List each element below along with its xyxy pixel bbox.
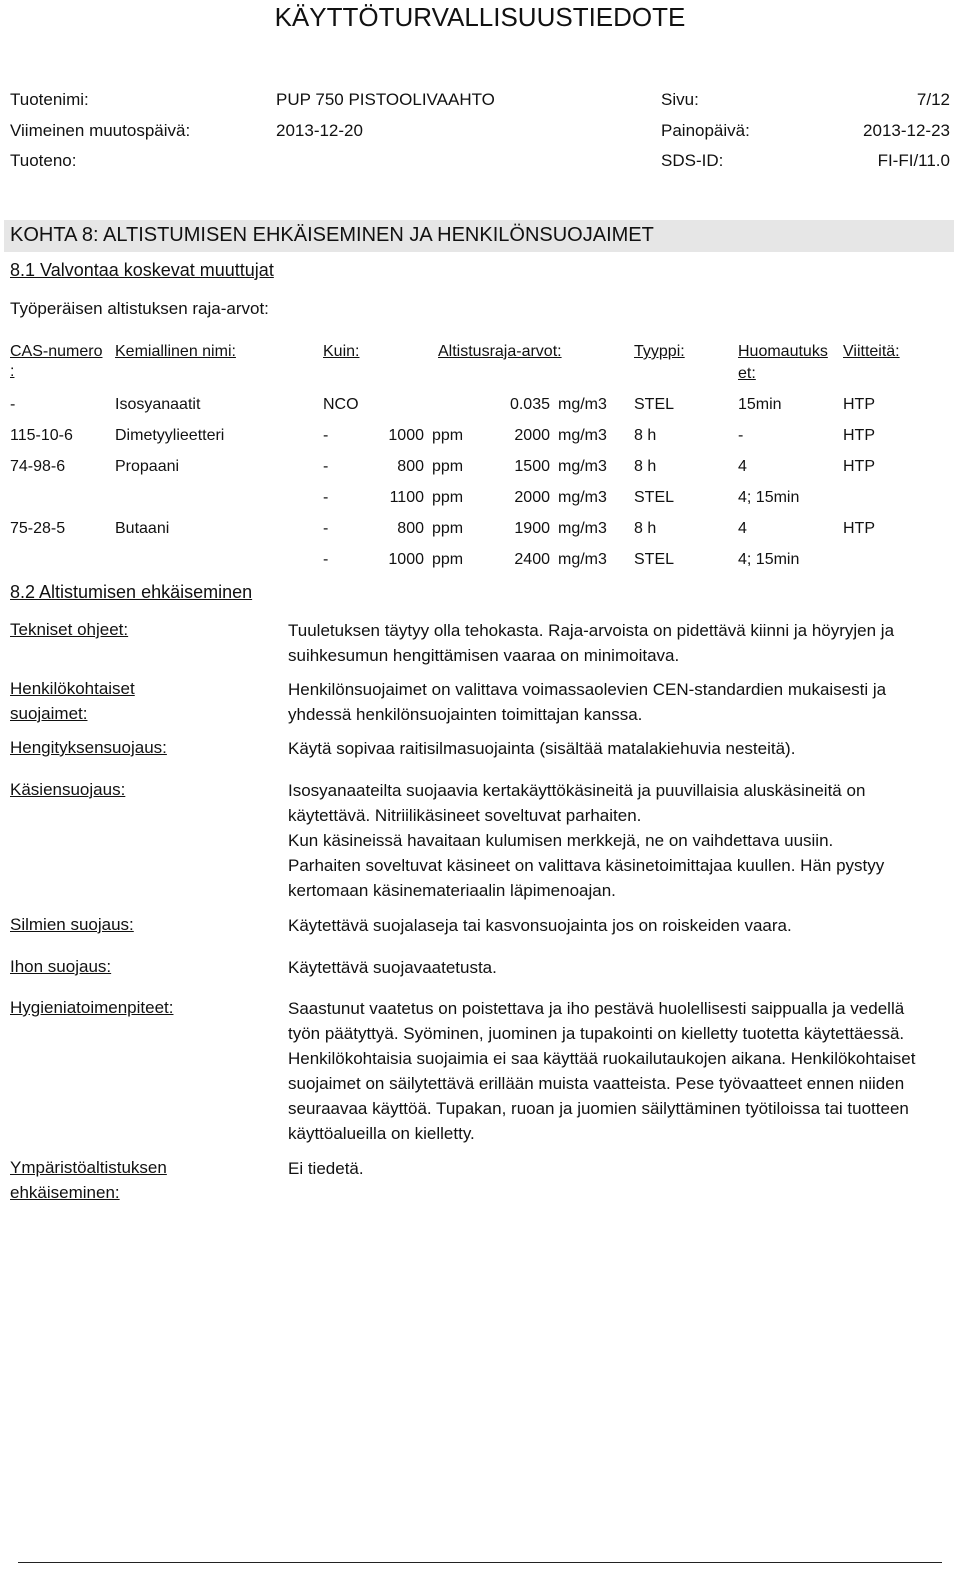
row-ppm-value: 800: [397, 458, 424, 475]
revision-date: 2013-12-20: [276, 121, 363, 140]
hand-text-1: Isosyanaateilta suojaavia kertakäyttökäsineitä ja puuvillaisia aluskäsineitä on käytettävä. Nitriilikäsineet soveltuvat parhaiten.: [288, 781, 866, 825]
row-remark: 4; 15min: [738, 489, 800, 506]
revision-label: Viimeinen muutospäivä:: [10, 121, 191, 140]
ppe-text: Henkilönsuojaimet on valittava voimassaolevien CEN-standardien mukaisesti ja yhdessä henkilönsuojainten toimittajan kanssa.: [288, 680, 887, 724]
environment-label: Ympäristöaltistuksen: [10, 1158, 167, 1177]
row-mg-unit: mg/m3: [558, 551, 607, 568]
row-ppm-unit: ppm: [432, 520, 464, 537]
row-type: STEL: [634, 396, 675, 413]
sds-id-value: FI-FI/11.0: [877, 151, 950, 170]
row-ppm-unit: ppm: [432, 427, 464, 444]
ppe-label: Henkilökohtaiset: [10, 679, 135, 698]
print-date: 2013-12-23: [863, 121, 950, 140]
row-ppm-unit: ppm: [432, 551, 464, 568]
row-chemical: Butaani: [115, 520, 170, 537]
subsection-8-2: 8.2 Altistumisen ehkäiseminen: [10, 582, 253, 602]
technical-label: Tekniset ohjeet:: [10, 620, 129, 639]
row-mg-unit: mg/m3: [558, 520, 607, 537]
row-cas: 115-10-6: [10, 427, 73, 444]
row-ppm-unit: ppm: [432, 489, 464, 506]
col-header-type: Tyyppi:: [634, 343, 685, 360]
row-cas: 74-98-6: [10, 458, 66, 475]
row-mg-value: 2000: [514, 489, 550, 506]
technical-text: Tuuletuksen täytyy olla tehokasta. Raja-arvoista on pidettävä kiinni ja höyryjen ja suihkesumun hengittämisen vaaraa on minimoitava.: [288, 621, 895, 665]
row-remark: 4: [738, 458, 747, 475]
product-name-label: Tuotenimi:: [10, 90, 89, 109]
row-mg-value: 2400: [514, 551, 550, 568]
row-ppm-value: 1000: [388, 551, 424, 568]
section-title: KOHTA 8: ALTISTUMISEN EHKÄISEMINEN JA HENKILÖNSUOJAIMET: [10, 224, 654, 246]
row-remark: 4; 15min: [738, 551, 800, 568]
row-mg-unit: mg/m3: [558, 458, 607, 475]
row-cas: 75-28-5: [10, 520, 66, 537]
row-remark: 15min: [738, 396, 782, 413]
row-remark: 4: [738, 520, 747, 537]
col-header-references: Viitteitä:: [843, 343, 900, 360]
row-reference: HTP: [843, 396, 875, 413]
row-remark: -: [738, 427, 744, 444]
row-chemical: Dimetyylieetteri: [115, 427, 225, 444]
row-type: 8 h: [634, 458, 657, 475]
sds-id-label: SDS-ID:: [661, 151, 724, 170]
row-type: 8 h: [634, 520, 657, 537]
row-ppm-value: 1100: [389, 489, 424, 506]
environment-text: Ei tiedetä.: [288, 1159, 364, 1178]
skin-text: Käytettävä suojavaatetusta.: [288, 958, 497, 977]
row-type: STEL: [634, 489, 675, 506]
row-mg-value: 1900: [514, 520, 550, 537]
footer-divider: [18, 1562, 942, 1563]
row-mg-unit: mg/m3: [558, 489, 607, 506]
row-chemical: Propaani: [115, 458, 180, 475]
row-type: STEL: [634, 551, 675, 568]
row-cas: -: [10, 396, 16, 413]
col-header-limits: Altistusraja-arvot:: [438, 343, 562, 360]
col-header-remarks: Huomautuks: [738, 343, 828, 360]
ppe-label-2: suojaimet:: [10, 704, 88, 723]
eye-protection-label: Silmien suojaus:: [10, 915, 134, 934]
limits-intro: Työperäisen altistuksen raja-arvot:: [10, 299, 269, 318]
col-header-chemical: Kemiallinen nimi:: [115, 343, 236, 360]
hand-text-2: Kun käsineissä havaitaan kulumisen merkkejä, ne on vaihdettava uusiin.: [288, 831, 834, 850]
row-how: -: [323, 427, 329, 444]
row-reference: HTP: [843, 427, 875, 444]
environment-label-2: ehkäiseminen:: [10, 1183, 120, 1202]
row-how: -: [323, 489, 329, 506]
row-type: 8 h: [634, 427, 657, 444]
row-mg-value: 2000: [514, 427, 550, 444]
print-date-label: Painopäivä:: [661, 121, 750, 140]
row-how: NCO: [323, 396, 359, 413]
hygiene-text: Saastunut vaatetus on poistettava ja iho pestävä huolellisesti saippualla ja vedellä työn päätyttyä. Syöminen, juominen ja tupakointi on kielletty tuotetta käytettäessä. Henkilökohtaisia suojaimia ei saa käyttää ruokailutaukojen aikana. Henkilökohtaiset suojaimet on säilytettävä erillään muista vaatteista. Pese työvaatteet ennen niiden seuraavaa käyttöä. Tupakan, ruoan ja juomien säilyttäminen työtiloissa tai tuotteen käyttöalueilla on kielletty.: [288, 999, 916, 1143]
page-label: Sivu:: [661, 90, 699, 109]
col-header-cas-colon: :: [10, 363, 15, 380]
product-no-label: Tuoteno:: [10, 151, 77, 170]
row-mg-value: 1500: [514, 458, 550, 475]
col-header-remarks-2: et:: [738, 365, 756, 382]
subsection-8-1: 8.1 Valvontaa koskevat muuttujat: [10, 260, 274, 280]
hand-text-3: Parhaiten soveltuvat käsineet on valittava käsinetoimittajaa kuullen. Hän pystyy kertomaan käsinemateriaalin läpimenoajan.: [288, 856, 885, 900]
row-chemical: Isosyanaatit: [115, 396, 201, 413]
respiratory-text: Käytä sopivaa raitisilmasuojainta (sisältää matalakiehuvia nesteitä).: [288, 739, 796, 758]
row-reference: HTP: [843, 458, 875, 475]
row-mg-unit: mg/m3: [558, 396, 607, 413]
row-ppm-value: 800: [397, 520, 424, 537]
document-title: KÄYTTÖTURVALLISUUSTIEDOTE: [274, 2, 686, 32]
hand-protection-label: Käsiensuojaus:: [10, 780, 126, 799]
row-ppm-unit: ppm: [432, 458, 464, 475]
skin-protection-label: Ihon suojaus:: [10, 957, 112, 976]
page-value: 7/12: [916, 90, 950, 109]
col-header-cas: CAS-numero: [10, 343, 103, 360]
row-ppm-value: 1000: [388, 427, 424, 444]
row-how: -: [323, 551, 329, 568]
product-name-value: PUP 750 PISTOOLIVAAHTO: [276, 90, 495, 109]
eye-text: Käytettävä suojalaseja tai kasvonsuojainta jos on roiskeiden vaara.: [288, 916, 792, 935]
row-reference: HTP: [843, 520, 875, 537]
respiratory-label: Hengityksensuojaus:: [10, 738, 167, 757]
row-mg-value: 0.035: [509, 396, 550, 413]
row-how: -: [323, 458, 329, 475]
row-how: -: [323, 520, 329, 537]
hygiene-label: Hygieniatoimenpiteet:: [10, 998, 174, 1017]
col-header-how: Kuin:: [323, 343, 360, 360]
row-mg-unit: mg/m3: [558, 427, 607, 444]
